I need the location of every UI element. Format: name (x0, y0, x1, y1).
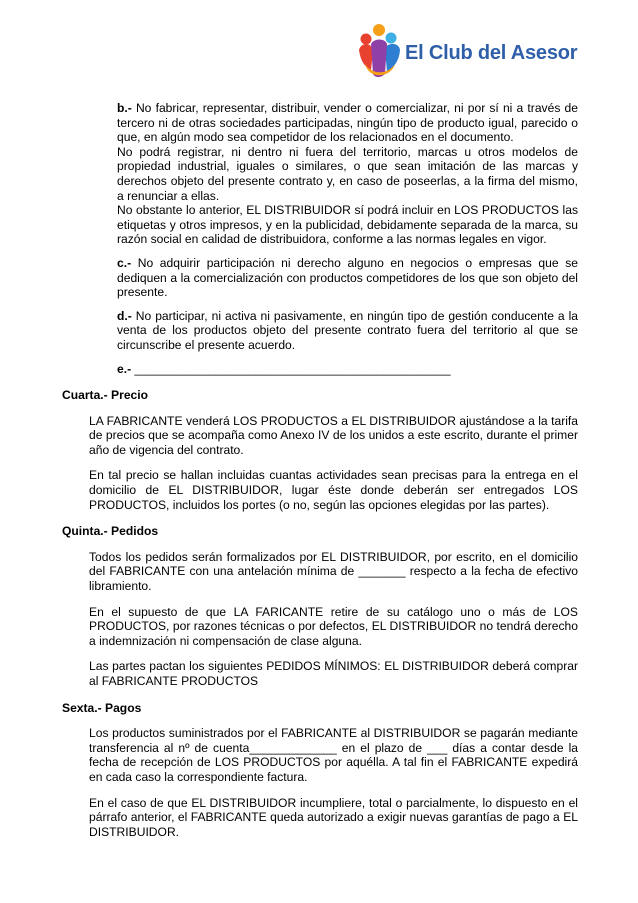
item-text: No adquirir participación ni derecho alguno en negocios o empresas que se dediquen a la comercialización con productos competidores de los que son objeto del presente. (117, 255, 578, 300)
item-b-paragraph: No obstante lo anterior, EL DISTRIBUIDOR sí podrá incluir en LOS PRODUCTOS las etiquetas y otros impresos, y en la publicidad, debidamente separada de la marca, su razón social en calidad de distribuidora, conforme a las normas legales en vigor. (117, 203, 578, 247)
section-quinta (62, 524, 578, 688)
item-b-paragraph: No podrá registrar, ni dentro ni fuera del territorio, marcas u otros modelos de propiedad industrial, iguales o similares, o que sean imitación de las marcas y derechos objeto del presente contrato y, en caso de poseerlas, a la firma del mismo, a renunciar a ellas. (117, 144, 578, 203)
section-sexta (62, 701, 578, 840)
club-logo (355, 22, 585, 84)
item-text: No participar, ni activa ni pasivamente, en ningún tipo de gestión conducente a la venta de los productos objeto del presente contrato fuera del territorio al que se circunscribe el presente acuerdo. (117, 308, 578, 352)
document-body (62, 101, 578, 850)
item-marker: b.- (117, 101, 132, 115)
section-paragraph: LA FABRICANTE venderá LOS PRODUCTOS a EL DISTRIBUIDOR ajustándose a la tarifa de precios que se acompaña como Anexo IV de los unidos a este escrito, durante el primer año de vigencia del contrato. (89, 413, 578, 457)
logo-text: El Club del Asesor (405, 42, 578, 64)
section-paragraph: En el caso de que EL DISTRIBUIDOR incumpliere, total o parcialmente, lo dispuesto en el párrafo anterior, el FABRICANTE queda autorizado a exigir nuevas garantías de pago a EL DISTRIBUIDOR. (89, 795, 578, 839)
item-b (117, 101, 578, 145)
section-paragraph: Todos los pedidos serán formalizados por EL DISTRIBUIDOR, por escrito, en el domicilio del FABRICANTE con una antelación mínima de _______ respecto a la fecha de efectivo libramiento. (89, 549, 578, 594)
section-title: Quinta.- Pedidos (62, 524, 159, 539)
item-e (117, 362, 578, 377)
section-cuarta (62, 388, 578, 512)
section-title: Cuarta.- Precio (62, 388, 149, 403)
clause-items (117, 101, 578, 376)
item-marker: c.- (117, 255, 132, 270)
item-marker: d.- (117, 308, 132, 323)
item-d (117, 309, 578, 353)
item-text: _______________________________________________ (134, 361, 451, 376)
section-paragraph: Las partes pactan los siguientes PEDIDOS MÍNIMOS: EL DISTRIBUIDOR deberá comprar al FABRICANTE PRODUCTOS (89, 659, 578, 688)
section-paragraph: Los productos suministrados por el FABRICANTE al DISTRIBUIDOR se pagarán mediante transferencia al nº de cuenta_____________ en el plazo de ___ días a contar desde la fecha de recepción de LOS PRODUCTOS por aquélla. A tal fin el FABRICANTE expedirá en cada caso la correspondiente factura. (89, 726, 578, 784)
item-c (117, 256, 578, 300)
people-icon (355, 22, 403, 84)
item-marker: e.- (117, 361, 132, 376)
section-paragraph: En el supuesto de que LA FARICANTE retire de su catálogo uno o más de LOS PRODUCTOS, por razones técnicas o por defectos, EL DISTRIBUIDOR no tendrá derecho a indemnización ni compensación de clase alguna. (89, 604, 578, 648)
section-paragraph: En tal precio se hallan incluidas cuantas actividades sean precisas para la entrega en el domicilio de EL DISTRIBUIDOR, lugar éste donde deberán ser entregados LOS PRODUCTOS, incluidos los portes (o no, según las opciones elegidas por las partes). (89, 468, 578, 512)
item-text: No fabricar, representar, distribuir, vender o comercializar, ni por sí ni a través de tercero ni de otras sociedades participadas, ningún tipo de producto igual, parecido o que, en algún modo sea competidor de los relacionados en el documento. (117, 101, 578, 145)
section-title: Sexta.- Pagos (62, 700, 142, 715)
